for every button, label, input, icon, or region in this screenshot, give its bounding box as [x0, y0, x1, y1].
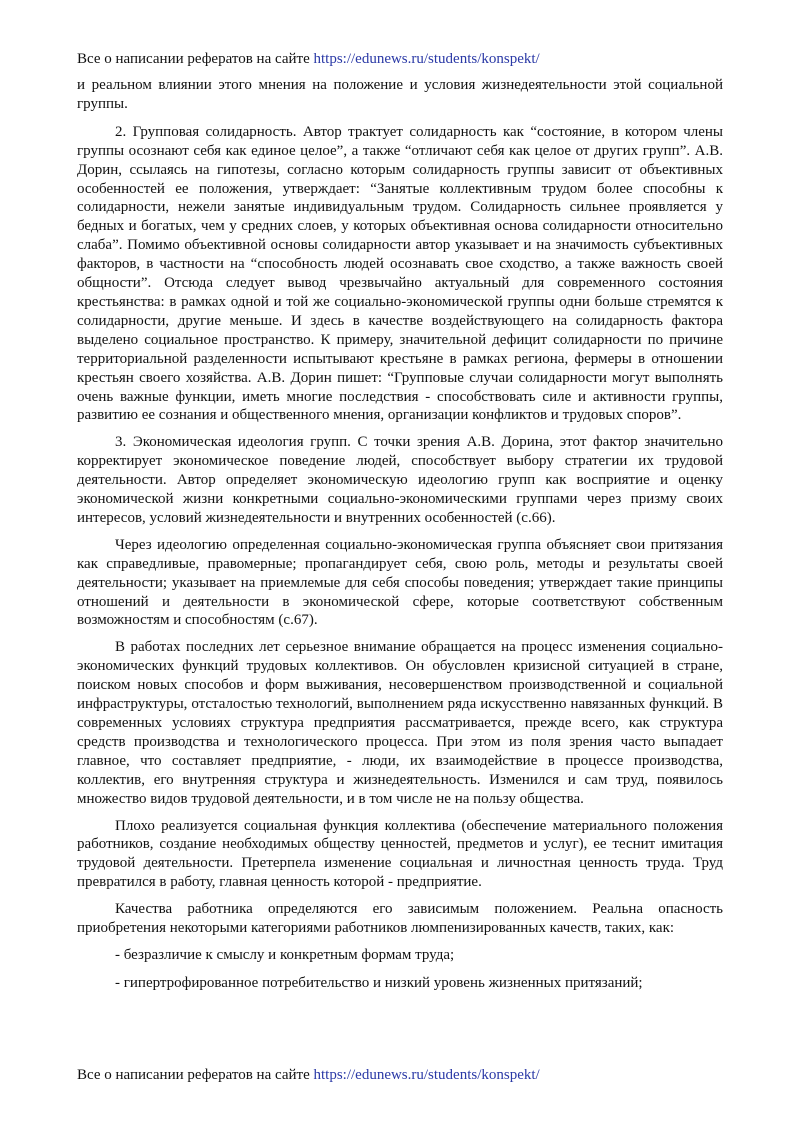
paragraph-economic-ideology: 3. Экономическая идеология групп. С точки зрения А.В. Дорина, этот фактор значительно корректирует экономическое поведение людей, способствует выбору стратегии их трудовой деятельности. Автор определяет экономическую идеологию групп как восприятие и оценку экономической жизни конкретными социально-экономическими группами через призму своих интересов, условий жизнедеятельности и внутренних особенностей (с.66). [77, 434, 723, 526]
list-item: - гипертрофированное потребительство и низкий уровень жизненных притязаний; [115, 974, 643, 991]
header-link[interactable]: https://edunews.ru/students/konspekt/ [313, 51, 540, 67]
page-header [77, 49, 540, 69]
paragraph-worker-qualities: Качества работника определяются его зависимым положением. Реальна опасность приобретения некоторыми категориями работников люмпенизированных качеств, таких, как: [77, 901, 723, 937]
paragraph-group-solidarity: 2. Групповая солидарность. Автор трактует солидарность как “состояние, в котором члены группы осознают себя как единое целое”, а также “отличают себя как целое от других групп”. А.В. Дорин, ссылаясь на гипотезы, согласно которым солидарность группы зависит от объективных особенностей ее положения, утверждает: “Занятые коллективным трудом более способны к солидарности, нежели занятые индивидуальным трудом. Солидарность сильнее проявляется у бедных и богатых, чем у средних слоев, у которых объективная основа солидарности относительно слаба”. Помимо объективной основы солидарности автор указывает и на значимость субъективных факторов, в частности на “способность людей осознавать свое сходство, а также важность своей общности”. Отсюда следует вывод чрезвычайно актуальный для современного состояния крестьянства: в рамках одной и той же социально-экономической группы одни больше стремятся к солидарности, другие меньше. И здесь в качестве воздействующего на солидарность фактора выделено социальное пространство. К примеру, значительной дефицит солидарности по причине территориальной разделенности испытывают крестьяне в рамках региона, фермеры в отношении крестьян своего хозяйства. А.В. Дорин пишет: “Групповые случаи солидарности могут выполнять очень важные функции, иметь многие последствия - способствовать силе и активности группы, развитию ее сознания и общественного мнения, организации конфликтов и трудовых споров”. [77, 123, 723, 424]
paragraph-social-function: Плохо реализуется социальная функция коллектива (обеспечение материального положения работников, создание необходимых обществу ценностей, предметов и услуг), ее теснит имитация трудовой деятельности. Претерпела изменение социальная и личностная ценность труда. Труд превратился в работу, главная ценность которой - предприятие. [77, 817, 723, 891]
page-footer [77, 1065, 540, 1085]
list-item: - безразличие к смыслу и конкретным формам труда; [115, 946, 455, 963]
paragraph-labor-collectives: В работах последних лет серьезное внимание обращается на процесс изменения социально-экономических функций трудовых коллективов. Он обусловлен кризисной ситуацией в стране, поиском новых способов и форм выживания, несовершенством производственной и социальной инфраструктуры, отсталостью технологий, выполнением ряда искусственно навязанных функций. В современных условиях структура предприятия рассматривается, прежде всего, как структура средств производства и технологического процесса. При этом из поля зрения часто выпадает главное, что составляет предприятие, - люди, их взаимодействие в процессе производства, коллектив, его внутренняя структура и жизнедеятельность. Изменился и сам труд, появилось множество видов трудовой деятельности, и в том числе не на пользу общества. [77, 639, 723, 807]
paragraph-continuation: и реальном влиянии этого мнения на положение и условия жизнедеятельности этой социальной группы. [77, 77, 723, 112]
footer-text: Все о написании рефератов на сайте [77, 1067, 314, 1083]
header-text: Все о написании рефератов на сайте [77, 51, 314, 67]
footer-link[interactable]: https://edunews.ru/students/konspekt/ [313, 1067, 540, 1083]
paragraph-ideology-claims: Через идеологию определенная социально-экономическая группа объясняет свои притязания как справедливые, правомерные; пропагандирует себя, свою роль, методы и результаты своей деятельности; указывает на приемлемые для себя способы поведения; утверждает такие принципы отношений и деятельности в экономической сфере, которые соответствуют собственным возможностям и способностям (с.67). [77, 536, 723, 629]
document-body [77, 76, 723, 1002]
